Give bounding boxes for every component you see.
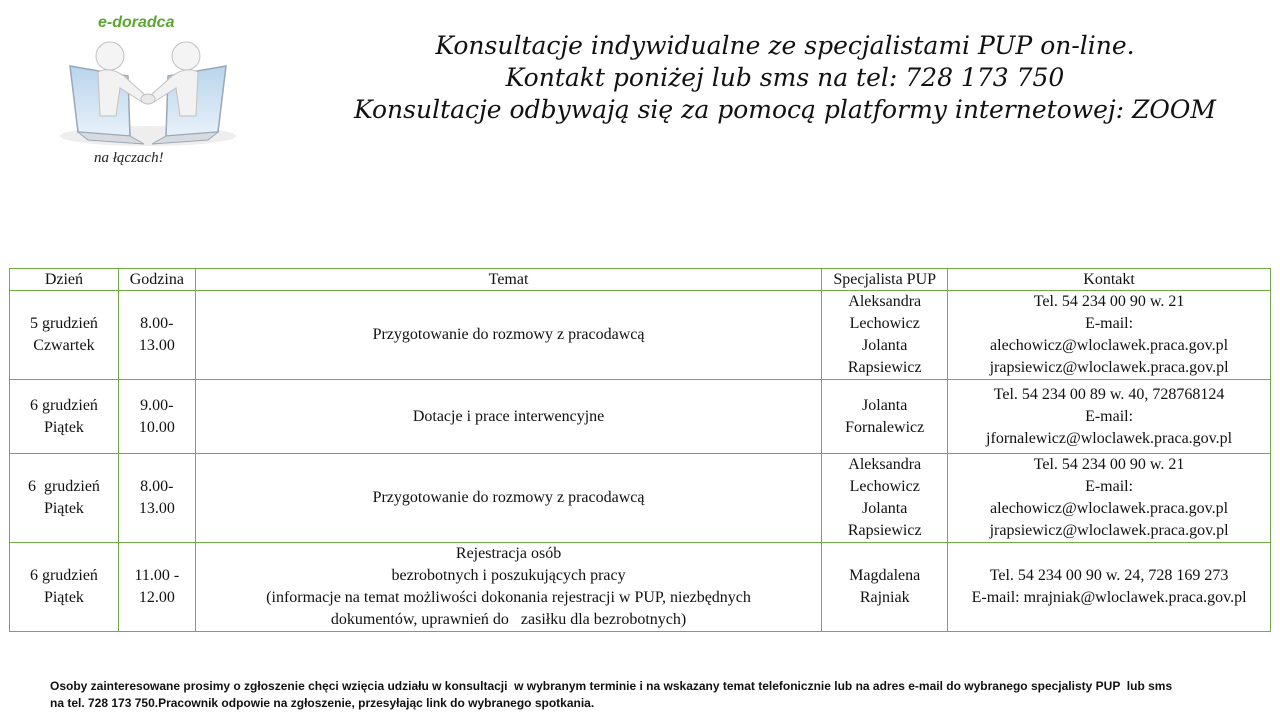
footer-line-1: Osoby zainteresowane prosimy o zgłoszenie chęci wzięcia udziału w konsultacji w wybranym terminie i na wskazany temat telefonicznie lub na adres e-mail do wybranego specjalisty PUP lub sms xyxy=(50,679,1173,693)
time-cell xyxy=(118,454,195,543)
table-row xyxy=(10,543,1271,632)
topic-text: (informacje na temat możliwości dokonania rejestracji w PUP, niezbędnych xyxy=(266,589,751,606)
topic-text: Przygotowanie do rozmowy z pracodawcą xyxy=(372,489,645,506)
specialist-text: Lechowicz xyxy=(849,478,920,495)
time-start: 8.00- xyxy=(140,478,174,495)
day-text: 6 grudzień xyxy=(29,396,98,414)
specialist-text: Jolanta xyxy=(862,396,908,414)
contact-cell xyxy=(948,454,1271,543)
logo-title: e-doradca xyxy=(98,14,175,31)
contact-cell xyxy=(948,291,1271,380)
day-cell xyxy=(10,291,119,380)
time-end: 12.00 xyxy=(138,589,175,606)
topic-text: bezrobotnych i poszukujących pracy xyxy=(391,567,626,584)
column-header-specialist: Specjalista PUP xyxy=(822,269,948,291)
specialist-text: Jolanta xyxy=(862,337,908,354)
specialist-text: Aleksandra xyxy=(848,293,922,310)
topic-cell xyxy=(195,543,821,632)
consultation-schedule-table xyxy=(9,268,1271,632)
topic-text: Przygotowanie do rozmowy z pracodawcą xyxy=(372,326,645,343)
logo-subtitle: na łączach! xyxy=(94,150,164,166)
contact-email-link[interactable]: jrapsiewicz@wloclawek.praca.gov.pl xyxy=(989,522,1229,539)
contact-phone: Tel. 54 234 00 90 w. 21 xyxy=(1033,293,1185,310)
contact-cell xyxy=(948,543,1271,632)
contact-email-link[interactable]: jrapsiewicz@wloclawek.praca.gov.pl xyxy=(989,359,1229,376)
handshake-laptops-icon xyxy=(58,36,238,148)
time-start: 9.00- xyxy=(140,396,174,414)
contact-phone: Tel. 54 234 00 89 w. 40, 728768124 xyxy=(993,385,1225,403)
specialist-cell xyxy=(822,543,948,632)
day-cell xyxy=(10,380,119,454)
contact-email-link[interactable]: alechowicz@wloclawek.praca.gov.pl xyxy=(990,500,1229,517)
topic-cell xyxy=(195,291,821,380)
day-text: 5 grudzień xyxy=(29,315,98,332)
specialist-text: Lechowicz xyxy=(849,315,920,332)
contact-email-link[interactable]: E-mail: mrajniak@wloclawek.praca.gov.pl xyxy=(971,589,1247,606)
time-start: 11.00 - xyxy=(134,567,180,584)
column-header-day: Dzień xyxy=(10,269,119,291)
e-doradca-logo xyxy=(58,10,238,175)
column-header-time: Godzina xyxy=(118,269,195,291)
specialist-text: Magdalena xyxy=(849,567,921,584)
specialist-text: Fornalewicz xyxy=(845,418,925,436)
header-line-1: Konsultacje indywidualne ze specjalistami PUP on-line. xyxy=(435,31,1135,60)
weekday-text: Piątek xyxy=(43,589,84,606)
contact-email-link[interactable]: jfornalewicz@wloclawek.praca.gov.pl xyxy=(986,429,1233,447)
contact-phone: Tel. 54 234 00 90 w. 21 xyxy=(1033,456,1185,473)
time-end: 10.00 xyxy=(138,418,175,436)
time-cell xyxy=(118,543,195,632)
page-header xyxy=(290,30,1280,126)
specialist-text: Rajniak xyxy=(859,589,910,606)
specialist-cell xyxy=(822,454,948,543)
topic-text: Rejestracja osób xyxy=(455,545,562,562)
footer-note xyxy=(50,678,1260,712)
time-cell xyxy=(118,380,195,454)
topic-cell xyxy=(195,454,821,543)
column-header-topic: Temat xyxy=(195,269,821,291)
specialist-cell xyxy=(822,380,948,454)
header-line-3: Konsultacje odbywają się za pomocą platformy internetowej: ZOOM xyxy=(353,95,1216,124)
time-start: 8.00- xyxy=(140,315,174,332)
topic-text: Dotacje i prace interwencyjne xyxy=(412,407,605,425)
day-text: 6 grudzień xyxy=(27,478,100,495)
contact-email-label: E-mail: xyxy=(1085,478,1134,495)
contact-phone: Tel. 54 234 00 90 w. 24, 728 169 273 xyxy=(989,567,1229,584)
contact-cell xyxy=(948,380,1271,454)
table-row xyxy=(10,454,1271,543)
contact-email-label: E-mail: xyxy=(1085,315,1134,332)
day-cell xyxy=(10,543,119,632)
time-end: 13.00 xyxy=(138,500,175,517)
weekday-text: Czwartek xyxy=(33,337,95,354)
weekday-text: Piątek xyxy=(43,418,84,436)
time-cell xyxy=(118,291,195,380)
time-end: 13.00 xyxy=(138,337,175,354)
table-row xyxy=(10,291,1271,380)
specialist-text: Rapsiewicz xyxy=(847,359,922,376)
column-header-contact: Kontakt xyxy=(948,269,1271,291)
table-header-row xyxy=(10,269,1271,291)
header-line-2: Kontakt poniżej lub sms na tel: 728 173 750 xyxy=(505,63,1065,92)
specialist-text: Aleksandra xyxy=(848,456,922,473)
weekday-text: Piątek xyxy=(43,500,84,517)
specialist-cell xyxy=(822,291,948,380)
specialist-text: Rapsiewicz xyxy=(847,522,922,539)
contact-email-link[interactable]: alechowicz@wloclawek.praca.gov.pl xyxy=(990,337,1229,354)
contact-email-label: E-mail: xyxy=(1085,407,1134,425)
footer-line-2: na tel. 728 173 750.Pracownik odpowie na zgłoszenie, przesyłając link do wybranego spotkania. xyxy=(50,696,595,710)
specialist-text: Jolanta xyxy=(862,500,908,517)
topic-cell xyxy=(195,380,821,454)
topic-text: dokumentów, uprawnień do zasiłku dla bezrobotnych) xyxy=(330,611,687,628)
day-text: 6 grudzień xyxy=(29,567,98,584)
day-cell xyxy=(10,454,119,543)
table-row xyxy=(10,380,1271,454)
